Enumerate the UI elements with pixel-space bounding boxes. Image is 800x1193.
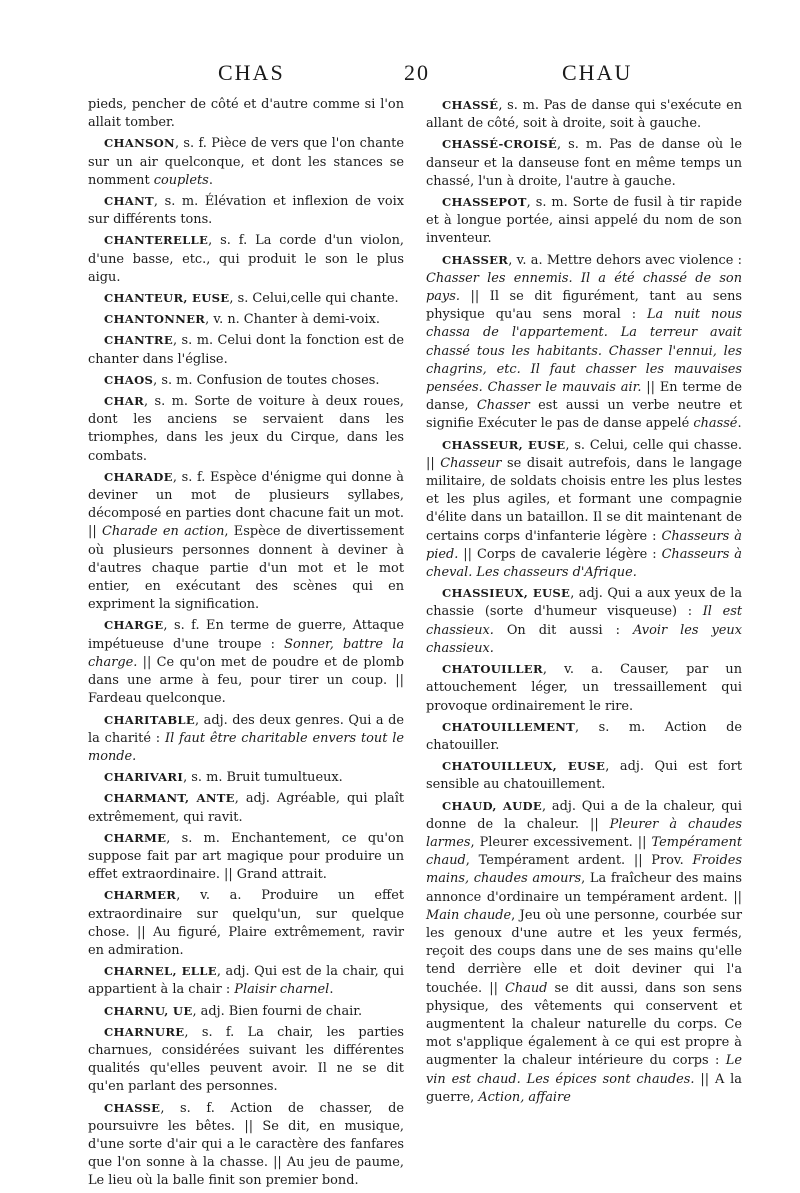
entry-text: , v. a. Produire un effet extraordinaire sur quelqu'un, sur quelque chose. || Au figuré, Plaire extrêmement, ravir en admiration. bbox=[88, 888, 404, 958]
entry-example: Froides mains, chaudes amours bbox=[426, 853, 742, 887]
entry-text: , s. f. Pièce de vers que l'on chante sur un air quelconque, et dont les stances se nomment bbox=[88, 136, 404, 188]
entry-headword: CHARNURE bbox=[104, 1024, 185, 1039]
dictionary-entry bbox=[88, 962, 404, 999]
entry-headword: CHARITABLE bbox=[104, 712, 196, 727]
entry-example: Chaud bbox=[505, 980, 548, 996]
entry-text: , s. m. Enchantement, ce qu'on suppose fait par art magique pour produire un effet extraordinaire. || Grand attrait. bbox=[88, 830, 404, 883]
entry-text: , adj. Agréable, qui plaît extrêmement, qui ravit. bbox=[88, 791, 404, 825]
dictionary-entry bbox=[426, 660, 742, 716]
entry-headword: CHARGE bbox=[104, 618, 164, 633]
entry-text: , s. m. Pas de danse qui s'exécute en allant de côté, soit à droite, soit à gauche. bbox=[426, 98, 742, 132]
entry-text: , s. f. Espèce d'énigme qui donne à deviner un mot de plusieurs syllabes, décomposé en parties dont chacune fait un mot. || bbox=[88, 469, 404, 540]
entry-text: , s. Celui,celle qui chante. bbox=[229, 291, 399, 307]
dictionary-entry bbox=[88, 886, 404, 960]
entry-text: || A la guerre, bbox=[426, 1071, 742, 1105]
dictionary-entry bbox=[426, 251, 742, 434]
entry-headword: CHARNU, UE bbox=[104, 1003, 193, 1018]
entry-example: chassé bbox=[693, 416, 738, 432]
entry-example: Action, affaire bbox=[478, 1089, 571, 1105]
entry-headword: CHANTERELLE bbox=[104, 233, 209, 248]
entry-example: Main chaude bbox=[426, 907, 512, 923]
entry-text: pieds, pencher de côté et d'autre comme si l'on allait tomber. bbox=[88, 97, 404, 131]
dictionary-entry bbox=[88, 1023, 404, 1097]
entry-example: Tempérament chaud bbox=[426, 834, 742, 869]
entry-headword: CHARNEL, ELLE bbox=[104, 964, 217, 979]
entry-headword: CHASSÉ-CROISÉ bbox=[442, 137, 558, 152]
entry-example: Charade en action bbox=[102, 524, 225, 540]
entry-text: , adj. Qui a de la chaleur, qui donne de la chaleur. || bbox=[426, 798, 742, 832]
entry-text: , s. m. Confusion de toutes choses. bbox=[153, 372, 380, 388]
entry-headword: CHARADE bbox=[104, 469, 173, 484]
running-header bbox=[0, 60, 800, 90]
dictionary-entry bbox=[88, 1002, 404, 1021]
entry-text: || Ce qu'on met de poudre et de plomb dans une arme à feu, pour tirer un coup. || Fardeau quelconque. bbox=[88, 654, 404, 707]
entry-example: Le vin est chaud. Les épices sont chaudes. bbox=[426, 1053, 742, 1087]
dictionary-entry bbox=[88, 1099, 404, 1191]
entry-text: , Espèce de divertissement où plusieurs personnes donnent à deviner à d'autres chaque partie d'un mot et le mot entier, en exécutant des scènes qui en expriment la signification. bbox=[88, 524, 404, 613]
entry-text: , Jeu où une personne, courbée sur les genoux d'une autre et les yeux fermés, reçoit des coups dans une de ses mains qu'elle tend derrière elle et doit deviner qui l'a touchée. || bbox=[426, 907, 743, 996]
entry-headword: CHANSON bbox=[104, 136, 175, 151]
entry-example: Chasseur bbox=[440, 455, 502, 471]
entry-text: , adj. Bien fourni de chair. bbox=[192, 1003, 363, 1019]
entry-example: Pleurer à chaudes larmes bbox=[426, 816, 742, 850]
dictionary-entry bbox=[426, 135, 742, 191]
entry-text: , adj. des deux genres. Qui a de la charité : bbox=[88, 712, 404, 746]
entry-headword: CHARMER bbox=[104, 888, 177, 903]
entry-text: , v. a. Mettre dehors avec violence : bbox=[508, 252, 742, 268]
entry-text: On dit aussi : bbox=[493, 622, 633, 638]
dictionary-entry bbox=[88, 371, 404, 390]
entry-text: . bbox=[737, 416, 742, 432]
entry-headword: CHAOS bbox=[104, 372, 154, 387]
entry-text: se dit aussi, dans son sens physique, des vêtements qui conservent et augmentent la chaleur naturelle du corps. Ce mot s'applique également à ce qui est propre à augmenter la chaleur intérieure du corps : bbox=[426, 980, 742, 1069]
dictionary-entry bbox=[426, 584, 742, 658]
entry-text: , s. m. Pas de danse où le danseur et la danseuse font en même temps un chassé, l'un à droite, l'autre à gauche. bbox=[426, 137, 742, 189]
entry-text: , s. f. La chair, les parties charnues, considérées suivant les différentes qualités qu'elles peuvent avoir. Il ne se dit qu'en parlant des personnes. bbox=[88, 1024, 404, 1095]
entry-text: . bbox=[329, 982, 334, 998]
entry-text: , s. m. Sorte de voiture à deux roues, dont les anciens se servaient dans les triomphes, dans les jeux du Cirque, dans les combats. bbox=[88, 394, 404, 464]
dictionary-entry bbox=[88, 768, 404, 787]
entry-example: Chasser bbox=[476, 398, 530, 414]
entry-text: . bbox=[208, 172, 213, 188]
entry-headword: CHATOUILLEUX, EUSE bbox=[442, 759, 606, 774]
entry-example: Sonner, battre la charge. bbox=[88, 636, 404, 670]
dictionary-entry bbox=[88, 616, 404, 708]
right-column bbox=[426, 96, 742, 1109]
entry-example: Plaisir charnel bbox=[234, 982, 330, 998]
entry-text: || Il se dit figurément, tant au sens physique qu'au sens moral : bbox=[426, 289, 742, 323]
left-column bbox=[88, 96, 404, 1193]
entry-text: , Tempérament ardent. || Prov. bbox=[465, 853, 693, 869]
entry-headword: CHANTRE bbox=[104, 333, 173, 348]
entry-headword: CHASSIEUX, EUSE bbox=[442, 586, 571, 601]
entry-text: , s. Celui, celle qui chasse. || bbox=[426, 437, 742, 471]
entry-text: se disait autrefois, dans le langage militaire, de soldats choisis entre les plus lestes et les plus agiles, et formant une compagnie d'élite dans un bataillon. Il se dit maintenant de certains corps d'infanterie légère : bbox=[426, 455, 742, 544]
dictionary-entry bbox=[88, 711, 404, 767]
dictionary-entry bbox=[88, 310, 404, 329]
entry-example: Il est chassieux. bbox=[426, 604, 742, 638]
dictionary-entry bbox=[88, 468, 404, 615]
entry-text: , s. m. Celui dont la fonction est de chanter dans l'église. bbox=[88, 333, 404, 367]
dictionary-entry bbox=[426, 797, 742, 1107]
entry-text: , s. m. Bruit tumultueux. bbox=[183, 770, 343, 786]
entry-text: , v. n. Chanter à demi-voix. bbox=[205, 312, 380, 328]
entry-text: , v. a. Causer, par un attouchement léger, un tressaillement qui provoque ordinairement le rire. bbox=[426, 662, 742, 714]
dictionary-entry bbox=[88, 289, 404, 308]
entry-text: , s. m. Sorte de fusil à tir rapide et à longue portée, ainsi appelé du nom de son inventeur. bbox=[426, 195, 742, 247]
dictionary-entry bbox=[88, 331, 404, 368]
dictionary-entry bbox=[88, 134, 404, 190]
entry-headword: CHAUD, AUDE bbox=[442, 798, 543, 813]
entry-text: , s. m. Élévation et inflexion de voix sur différents tons. bbox=[88, 194, 404, 228]
entry-headword: CHARIVARI bbox=[104, 770, 184, 785]
entry-example: La nuit nous chassa de l'appartement. La terreur avait chassé tous les habitants. Chasser l'ennui, les chagrins, etc. Il faut chasser les mauvaises pensées. Chasser le mauvais air. bbox=[426, 307, 743, 396]
entry-headword: CHANT bbox=[104, 194, 154, 209]
entry-example: Chasser les ennemis. Il a été chassé de son pays. bbox=[426, 270, 742, 305]
entry-headword: CHAR bbox=[104, 394, 145, 409]
dictionary-entry bbox=[88, 231, 404, 287]
entry-example: Chasseurs à cheval. Les chasseurs d'Afrique. bbox=[426, 546, 742, 581]
entry-headword: CHATOUILLEMENT bbox=[442, 719, 576, 734]
entry-text: , adj. Qui a aux yeux de la chassie (sorte d'humeur visqueuse) : bbox=[426, 586, 743, 620]
entry-text: || Corps de cavalerie légère : bbox=[458, 546, 662, 562]
dictionary-entry bbox=[426, 193, 742, 249]
entry-headword: CHATOUILLER bbox=[442, 662, 543, 677]
entry-text: , adj. Qui est fort sensible au chatouillement. bbox=[426, 759, 742, 793]
entry-text: , Pleurer excessivement. || bbox=[470, 834, 652, 850]
dictionary-entry bbox=[426, 96, 742, 133]
dictionary-entry bbox=[88, 96, 404, 132]
entry-headword: CHARME bbox=[104, 830, 167, 845]
entry-text: est aussi un verbe neutre et signifie Exécuter le pas de danse appelé bbox=[426, 398, 743, 432]
dictionary-entry bbox=[426, 718, 742, 755]
entry-text: , s. f. En terme de guerre, Attaque impétueuse d'une troupe : bbox=[88, 618, 404, 652]
dictionary-entry bbox=[88, 829, 404, 885]
page-number: 20 bbox=[404, 60, 430, 85]
entry-headword: CHASSEPOT bbox=[442, 195, 527, 210]
entry-headword: CHASSÉ bbox=[442, 98, 499, 112]
entry-text: , s. f. La corde d'un violon, d'une basse, etc., qui produit le son le plus aigu. bbox=[88, 233, 404, 285]
dictionary-entry bbox=[426, 757, 742, 794]
header-right-guideword: CHAU bbox=[562, 60, 633, 85]
entry-text: || En terme de danse, bbox=[426, 380, 742, 414]
entry-headword: CHANTONNER bbox=[104, 312, 206, 327]
entry-text: , La fraîcheur des mains annonce d'ordinaire un tempérament ardent. || bbox=[426, 871, 742, 905]
entry-headword: CHASSER bbox=[442, 252, 509, 267]
entry-example: Il faut être charitable envers tout le monde. bbox=[88, 730, 404, 764]
entry-text: , s. f. Action de chasser, de poursuivre les bêtes. || Se dit, en musique, d'une sorte d'air qui a le caractère des fanfares que l'on sonne à la chasse. || Au jeu de paume, Le lieu où la balle finit son premier bond. bbox=[88, 1100, 404, 1189]
dictionary-entry bbox=[426, 436, 742, 583]
header-left-guideword: CHAS bbox=[218, 60, 285, 85]
entry-headword: CHANTEUR, EUSE bbox=[104, 291, 230, 306]
entry-text: , adj. Qui est de la chair, qui appartient à la chair : bbox=[88, 964, 404, 998]
entry-headword: CHASSE bbox=[104, 1100, 161, 1115]
entry-headword: CHASSEUR, EUSE bbox=[442, 437, 566, 452]
entry-example: Avoir les yeux chassieux. bbox=[426, 622, 742, 656]
dictionary-entry bbox=[88, 789, 404, 826]
dictionary-entry bbox=[88, 392, 404, 466]
dictionary-entry bbox=[88, 192, 404, 229]
entry-example: couplets bbox=[153, 172, 209, 188]
entry-example: Chasseurs à pied. bbox=[426, 528, 742, 562]
entry-headword: CHARMANT, ANTE bbox=[104, 791, 235, 806]
entry-text: , s. m. Action de chatouiller. bbox=[426, 719, 742, 753]
